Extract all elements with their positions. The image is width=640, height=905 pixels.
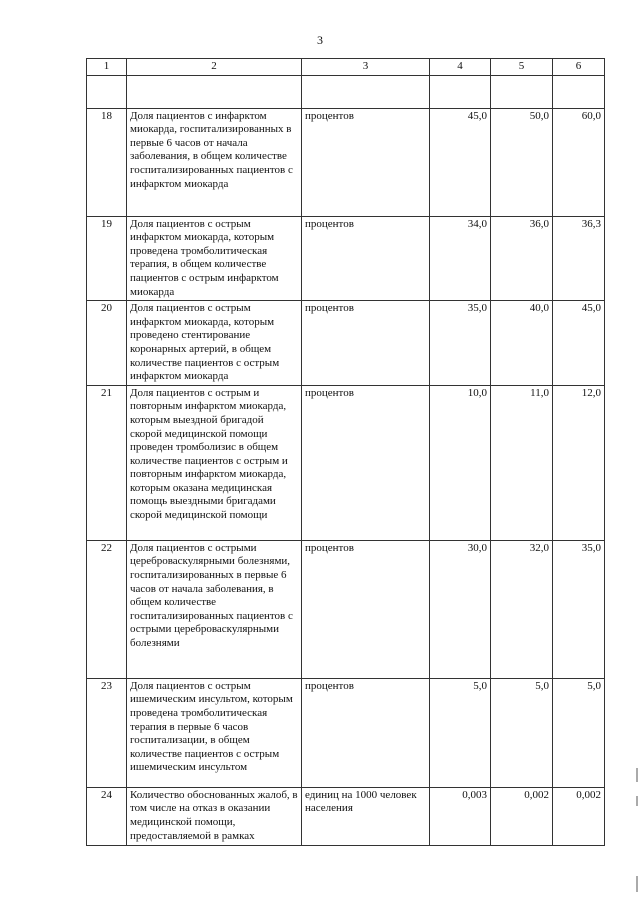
scan-margin-mark [636, 768, 638, 782]
table-row [87, 678, 605, 787]
unit-of-measure: процентов [302, 678, 430, 787]
value-col4: 30,0 [430, 540, 491, 678]
table-header-row [87, 59, 605, 76]
table-row [87, 301, 605, 386]
value-col6: 36,3 [553, 216, 605, 301]
value-col6: 45,0 [553, 301, 605, 386]
scan-margin-mark [636, 796, 638, 806]
indicator-description: Доля пациентов с острыми цереброваскулярными болезнями, госпитализированных в первые 6 часов от начала заболевания, в общем количестве госпитализированных пациентов с острыми цереброваскулярными болезнями [127, 540, 302, 678]
header-cell: 5 [491, 59, 553, 76]
value-col4: 45,0 [430, 108, 491, 216]
table-row [87, 216, 605, 301]
row-number: 20 [87, 301, 127, 386]
row-number: 22 [87, 540, 127, 678]
value-col5: 50,0 [491, 108, 553, 216]
unit-of-measure: процентов [302, 301, 430, 386]
header-cell: 6 [553, 59, 605, 76]
value-col4: 5,0 [430, 678, 491, 787]
unit-of-measure: процентов [302, 385, 430, 540]
value-col6: 60,0 [553, 108, 605, 216]
row-number: 21 [87, 385, 127, 540]
row-number: 24 [87, 787, 127, 845]
value-col5: 40,0 [491, 301, 553, 386]
table-row [87, 385, 605, 540]
table-spacer-row [87, 75, 605, 108]
unit-of-measure: процентов [302, 540, 430, 678]
unit-of-measure: процентов [302, 216, 430, 301]
indicator-description: Доля пациентов с острым ишемическим инсультом, которым проведена тромболитическая терапия в первые 6 часов госпитализации, в общем количестве пациентов с острым ишемическим инсультом [127, 678, 302, 787]
table-row [87, 108, 605, 216]
value-col5: 32,0 [491, 540, 553, 678]
row-number: 18 [87, 108, 127, 216]
indicator-description: Доля пациентов с острым и повторным инфарктом миокарда, которым выездной бригадой скорой медицинской помощи проведен тромболизис в общем количестве пациентов с острым и повторным инфарктом миокарда, которым оказана медицинская помощь выездными бригадами скорой медицинской помощи [127, 385, 302, 540]
value-col6: 5,0 [553, 678, 605, 787]
value-col6: 35,0 [553, 540, 605, 678]
value-col6: 0,002 [553, 787, 605, 845]
table-row [87, 787, 605, 845]
value-col4: 10,0 [430, 385, 491, 540]
scan-margin-mark [636, 876, 638, 892]
value-col4: 0,003 [430, 787, 491, 845]
indicator-description: Количество обоснованных жалоб, в том числе на отказ в оказании медицинской помощи, предоставляемой в рамках [127, 787, 302, 845]
indicator-description: Доля пациентов с инфарктом миокарда, госпитализированных в первые 6 часов от начала заболевания, в общем количестве госпитализированных пациентов с инфарктом миокарда [127, 108, 302, 216]
unit-of-measure: единиц на 1000 человек населения [302, 787, 430, 845]
value-col6: 12,0 [553, 385, 605, 540]
header-cell: 1 [87, 59, 127, 76]
table-row [87, 540, 605, 678]
unit-of-measure: процентов [302, 108, 430, 216]
row-number: 23 [87, 678, 127, 787]
value-col5: 5,0 [491, 678, 553, 787]
value-col5: 0,002 [491, 787, 553, 845]
value-col4: 34,0 [430, 216, 491, 301]
row-number: 19 [87, 216, 127, 301]
value-col5: 36,0 [491, 216, 553, 301]
indicators-table [86, 58, 605, 846]
header-cell: 4 [430, 59, 491, 76]
header-cell: 2 [127, 59, 302, 76]
page-number: 3 [317, 33, 323, 47]
value-col4: 35,0 [430, 301, 491, 386]
indicator-description: Доля пациентов с острым инфарктом миокарда, которым проведено стентирование коронарных артерий, в общем количестве пациентов с острым инфарктом миокарда [127, 301, 302, 386]
value-col5: 11,0 [491, 385, 553, 540]
indicator-description: Доля пациентов с острым инфарктом миокарда, которым проведена тромболитическая терапия, в общем количестве пациентов с острым инфарктом миокарда [127, 216, 302, 301]
header-cell: 3 [302, 59, 430, 76]
